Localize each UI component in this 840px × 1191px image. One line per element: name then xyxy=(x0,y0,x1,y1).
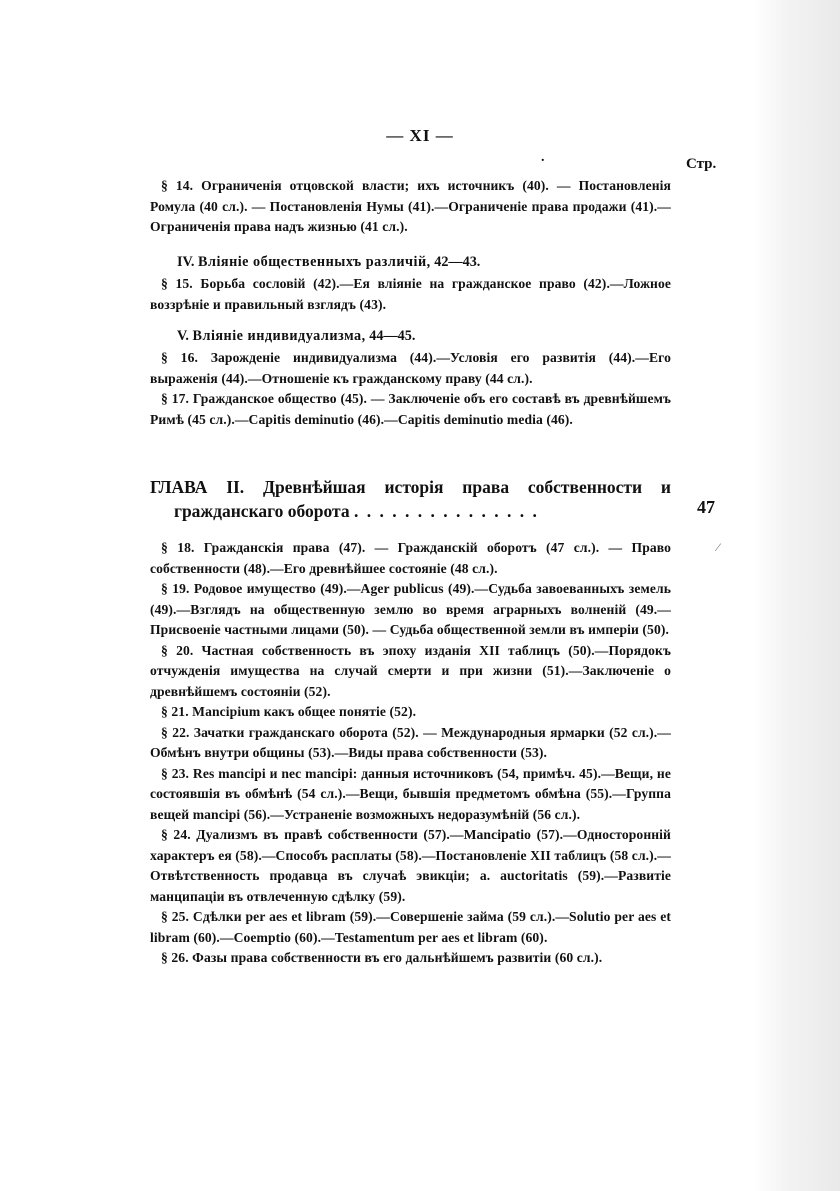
entry-20: § 20. Частная собственность въ эпоху изданія XII таблицъ (50).—Порядокъ отчужденія имущества на случай смерти и при жизни (51).—Заключеніе о древнѣйшемъ состояніи (52). xyxy=(150,642,671,699)
entry-18: § 18. Гражданскія права (47). — Гражданскій оборотъ (47 сл.). — Право собственности (48).—Его древнѣйшее состояніе (48 сл.). xyxy=(150,540,671,576)
stray-dot: . xyxy=(541,150,545,165)
section-4-number: IV. xyxy=(177,254,195,270)
entry-16: § 16. Зарожденіе индивидуализма (44).—Условія его развитія (44).—Его выраженія (44).—Отношеніе къ гражданскому праву (44 сл.). xyxy=(150,350,671,386)
dot-leaders: . . . . . . . . . . . . . . . xyxy=(353,501,539,521)
chapter-2-title xyxy=(150,475,671,523)
section-4-title: Вліяніе общественныхъ различій, xyxy=(198,254,431,270)
section-4-heading xyxy=(150,252,671,272)
section-5-heading xyxy=(150,326,671,346)
chapter-2-subtitle: гражданскаго оборота xyxy=(174,501,350,521)
entry-19: § 19. Родовое имущество (49).—Ager publicus (49).—Судьба завоеванныхъ земель (49).—Взглядъ на общественную землю во время аграрныхъ волненій (49.—Присвоеніе частными лицами (50). — Судьба общественной земли въ имперіи (50). xyxy=(150,581,671,637)
section-4-pages: 42—43. xyxy=(434,254,481,270)
entry-17: § 17. Гражданское общество (45). — Заключеніе объ его составѣ въ древнѣйшемъ Римѣ (45 сл.).—Capitis deminutio (46).—Capitis deminutio media (46). xyxy=(150,391,671,427)
entry-14: § 14. Ограниченія отцовской власти; ихъ источникъ (40). — Постановленія Ромула (40 сл.). — Постановленія Нумы (41).—Ограниченіе права продажи (41).—Ограниченія права надъ жизнью (41 сл.). xyxy=(150,178,671,234)
entry-24: § 24. Дуализмъ въ правѣ собственности (57).—Mancipatio (57).—Односторонній характеръ ея (58).—Способъ расплаты (58).—Постановленіе XII таблицъ (58 сл.).— Отвѣтственность продавца въ случаѣ эвикціи; а. auctoritatis (59).—Развитіе манципаціи въ отвлеченную сдѣлку (59). xyxy=(150,827,671,904)
section-5-number: V. xyxy=(177,328,189,344)
section-4 xyxy=(150,252,671,315)
page-column-label: Стр. xyxy=(686,156,717,172)
block-property-history xyxy=(150,538,671,969)
entry-26: § 26. Фазы права собственности въ его дальнѣйшемъ развитіи (60 сл.). xyxy=(161,950,603,965)
entry-15: § 15. Борьба сословій (42).—Ея вліяніе на гражданское право (42).—Ложное воззрѣніе и правильный взглядъ (43). xyxy=(150,276,671,312)
margin-pencil-mark: ⁄ xyxy=(717,540,720,554)
chapter-2-line-1: ГЛАВА II. Древнѣйшая исторія права собственности и xyxy=(150,477,671,497)
page-edge-shadow xyxy=(754,0,840,1191)
entry-25: § 25. Сдѣлки per aes et libram (59).—Совершеніе займа (59 сл.).—Solutio per aes et libram (60).—Coemptio (60).—Testamentum per aes et libram (60). xyxy=(150,909,671,945)
entry-21: § 21. Mancipium какъ общее понятіе (52). xyxy=(161,704,417,719)
section-5-title: Вліяніе индивидуализма, xyxy=(192,328,366,344)
page-folio: — XI — xyxy=(386,126,454,145)
entry-23: § 23. Res mancipi и nec mancipi: данныя источниковъ (54, примѣч. 45).—Вещи, не состоявшія въ обмѣнѣ (54 сл.).—Вещи, бывшія предметомъ обмѣна (55).—Группа вещей mancipi (56).—Устраненіе возможныхъ недоразумѣній (56 сл.). xyxy=(150,765,671,822)
block-family-power xyxy=(150,176,671,238)
entry-22: § 22. Зачатки гражданскаго оборота (52). — Международныя ярмарки (52 сл.).—Обмѣнъ внутри общины (53).—Виды права собственности (53). xyxy=(150,724,671,760)
section-5-pages: 44—45. xyxy=(369,328,416,344)
chapter-2-line-2 xyxy=(150,499,671,523)
chapter-2-page-number: 47 xyxy=(697,497,715,517)
section-5 xyxy=(150,326,671,430)
